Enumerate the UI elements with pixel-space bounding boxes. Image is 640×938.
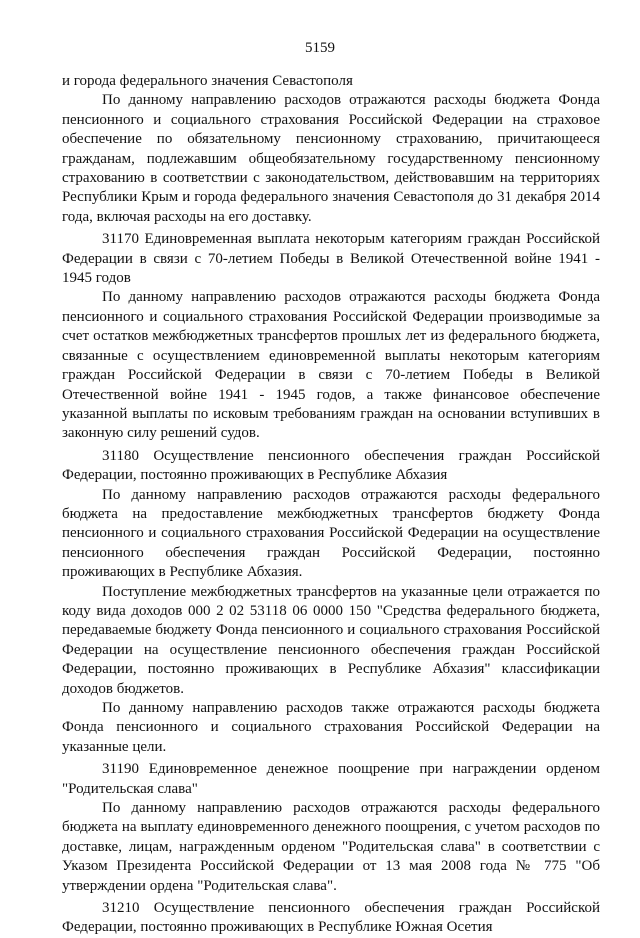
paragraph-code-31170: 31170 Единовременная выплата некоторым категориям граждан Российской Федерации в связи с 70-летием Победы в Великой Отечественной войне 1941 - 1945 годов [62,231,600,287]
page-number: 5159 [305,40,335,56]
paragraph-revenue-code: Поступление межбюджетных трансфертов на указанные цели отражается по коду вида доходов 000 2 02 53118 06 0000 150 "Средства федерального бюджета, передаваемые бюджету Фонда пенсионного и социального страхования Российской Федерации на осуществление пенсионного обеспечения граждан Российской Федерации, постоянно проживающих в Республике Абхазия" классификации доходов бюджетов. [62,583,600,697]
paragraph-code-31180: 31180 Осуществление пенсионного обеспечения граждан Российской Федерации, постоянно проживающих в Республике Абхазия [62,447,600,484]
paragraph-description: По данному направлению расходов отражаются расходы федерального бюджета на предоставление межбюджетных трансфертов бюджету Фонда пенсионного и социального страхования Российской Федерации на осуществление пенсионного обеспечения граждан Российской Федерации, постоянно проживающих в Республике Абхазия. [62,486,600,581]
paragraph-description: По данному направлению расходов также отражаются расходы бюджета Фонда пенсионного и социального страхования Российской Федерации на указанные цели. [62,700,600,755]
paragraph-description: По данному направлению расходов отражаются расходы федерального бюджета на выплату единовременного денежного поощрения, с учетом расходов по доставке, лицам, награжденным орденом "Родительская слава" в соответствии с Указом Президента Российской Федерации от 13 мая 2008 года № 775 "Об утверждении ордена "Родительская слава". [62,800,600,894]
paragraph-code-31190: 31190 Единовременное денежное поощрение при награждении орденом "Родительская слава" [62,761,600,797]
paragraph-code-31210: 31210 Осуществление пенсионного обеспечения граждан Российской Федерации, постоянно проживающих в Республике Южная Осетия [62,900,600,936]
document-body [62,72,600,938]
paragraph-continuation: и города федерального значения Севастополя [62,73,353,89]
paragraph-description: По данному направлению расходов отражаются расходы бюджета Фонда пенсионного и социального страхования Российской Федерации производимые за счет остатков межбюджетных трансфертов прошлых лет из федерального бюджета, связанные с осуществлением единовременной выплаты некоторым категориям граждан Российской Федерации в связи с 70-летием Победы в Великой Отечественной войне 1941 - 1945 годов, а также финансовое обеспечение указанной выплаты по исковым требованиям граждан на основании вступивших в законную силу решений судов. [62,289,600,442]
paragraph-description: По данному направлению расходов отражаются расходы бюджета Фонда пенсионного и социального страхования Российской Федерации на страховое обеспечение по обязательному пенсионному страхованию, причитающееся гражданам, подлежавшим общеобязательному государственному пенсионному страхованию в соответствии с законодательством, действовавшим на территориях Республики Крым и города федерального значения Севастополя до 31 декабря 2014 года, включая расходы на его доставку. [62,92,600,225]
